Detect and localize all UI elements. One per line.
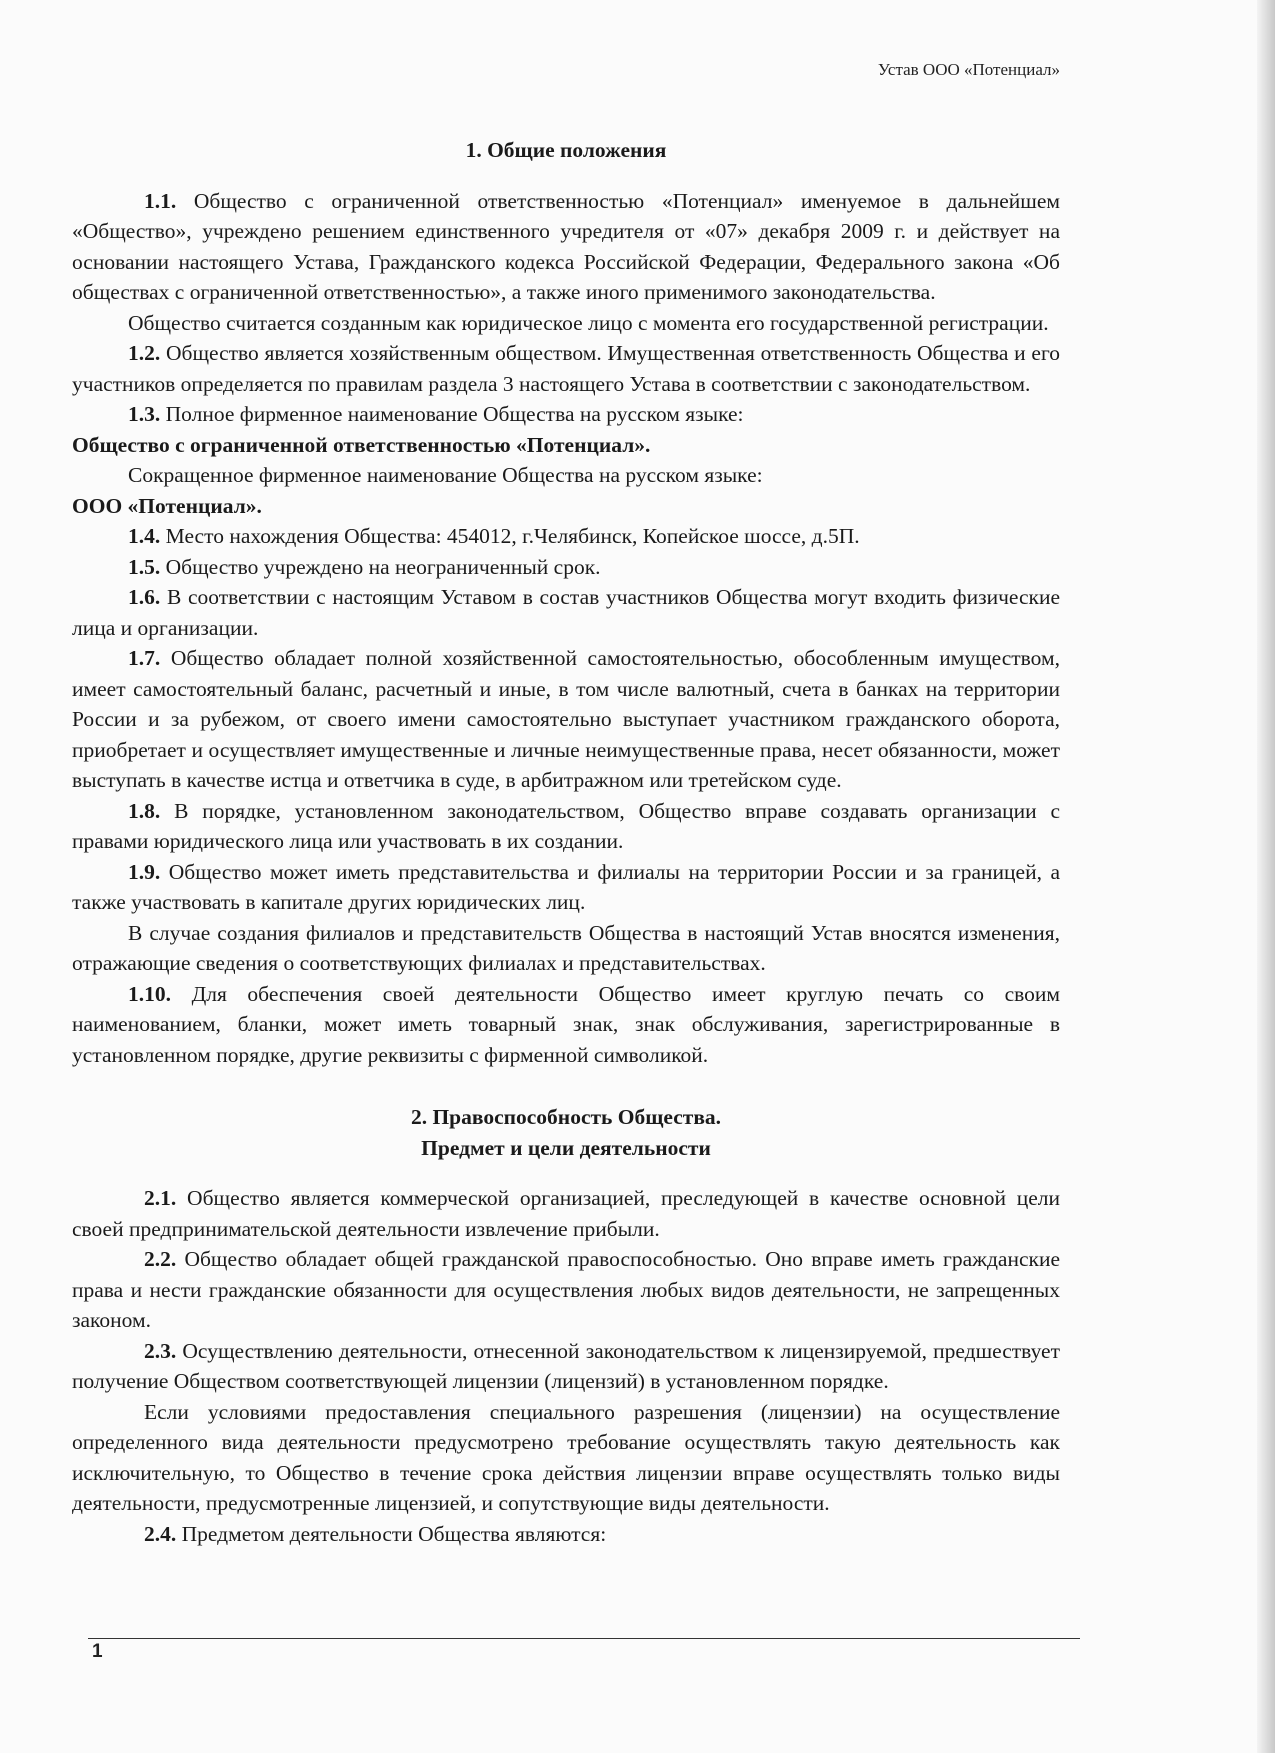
clause-number: 2.2.: [144, 1247, 177, 1271]
clause-number: 2.3.: [144, 1338, 177, 1363]
clause-text: Для обеспечения своей деятельности Общество имеет круглую печать со своим наименованием, бланки, может иметь товарный знак, знак обслуживания, зарегистрированные в установленном порядке, другие реквизиты с фирменной символикой.: [72, 981, 1061, 1067]
short-company-name: ООО «Потенциал».: [72, 493, 262, 518]
clause-1-2: [72, 338, 1060, 399]
clause-1-10: [72, 979, 1060, 1071]
clause-number: 1.10.: [128, 981, 171, 1006]
clause-number: 1.9.: [128, 859, 161, 884]
clause-text: Предметом деятельности Общества являются:: [181, 1521, 607, 1546]
clause-text: Осуществлению деятельности, отнесенной законодательством к лицензируемой, предшествует получение Обществом соответствующей лицензии (лицензий) в установленном порядке.: [72, 1338, 1060, 1393]
clause-text: Общество является коммерческой организацией, преследующей в качестве основной цели своей предпринимательской деятельности извлечение прибыли.: [72, 1186, 1061, 1241]
clause-number: 1.1.: [144, 188, 177, 213]
clause-number: 1.4.: [128, 524, 161, 548]
clause-text: Общество обладает общей гражданской правоспособностью. Оно вправе иметь гражданские права и нести гражданские обязанности для осуществления любых видов деятельности, не запрещенных законом.: [72, 1247, 1060, 1332]
clause-1-3: [72, 399, 1060, 430]
clause-1-1: [72, 186, 1060, 308]
clause-2-1: [72, 1183, 1060, 1244]
running-header: Устав ООО «Потенциал»: [877, 60, 1060, 79]
clause-1-6: [72, 582, 1060, 643]
section-1-title: 1. Общие положения: [465, 138, 667, 162]
clause-1-8: [72, 796, 1060, 857]
clause-number: 1.2.: [128, 341, 161, 365]
clause-1-9-continued: В случае создания филиалов и представительств Общества в настоящий Устав вносятся изменения, отражающие сведения о соответствующих филиалах и представительствах.: [72, 920, 1060, 975]
clause-text: Общество обладает полной хозяйственной самостоятельностью, обособленным имуществом, имеет самостоятельный баланс, расчетный и иные, в том числе валютный, счета в банках на территории России и за рубежом, от своего имени самостоятельно выступает участником гражданского оборота, приобретает и осуществляет имущественные и личные неимущественные права, несет обязанности, может выступать в качестве истца и ответчика в суде, в арбитражном или третейском суде.: [72, 646, 1061, 792]
clause-2-4: [72, 1519, 1060, 1550]
clause-text: В соответствии с настоящим Уставом в состав участников Общества могут входить физические лица и организации.: [72, 585, 1061, 640]
clause-2-2: [72, 1244, 1060, 1336]
clause-1-1-continued: Общество считается созданным как юридическое лицо с момента его государственной регистрации.: [128, 310, 1049, 335]
document-body: [72, 135, 1060, 1549]
full-company-name: Общество с ограниченной ответственностью «Потенциал».: [72, 432, 651, 457]
clause-1-5: [72, 552, 1060, 583]
clause-text: В порядке, установленном законодательством, Общество вправе создавать организации с правами юридического лица или участвовать в их создании.: [72, 798, 1060, 853]
clause-text: Общество с ограниченной ответственностью «Потенциал» именуемое в дальнейшем «Общество», учреждено решением единственного учредителя от «07» декабря 2009 г. и действует на основании настоящего Устава, Гражданского кодекса Российской Федерации, Федерального закона «Об обществах с ограниченной ответственностью», а также иного применимого законодательства.: [72, 188, 1060, 304]
clause-2-3-continued: Если условиями предоставления специального разрешения (лицензии) на осуществление определенного вида деятельности предусмотрено требование осуществлять такую деятельность как исключительную, то Общество в течение срока действия лицензии вправе осуществлять только виды деятельности, предусмотренные лицензией, и сопутствующие виды деятельности.: [72, 1399, 1060, 1515]
page-number: 1: [92, 1641, 103, 1662]
clause-text: Общество является хозяйственным обществом. Имущественная ответственность Общества и его участников определяется по правилам раздела 3 настоящего Устава в соответствии с законодательством.: [72, 341, 1060, 396]
clause-1-9: [72, 857, 1060, 918]
clause-text: Место нахождения Общества: 454012, г.Челябинск, Копейское шоссе, д.5П.: [165, 524, 860, 548]
section-2-title-line-2: Предмет и цели деятельности: [421, 1135, 711, 1160]
clause-1-7: [72, 643, 1060, 796]
clause-number: 1.5.: [128, 554, 161, 579]
clause-text: Полное фирменное наименование Общества на русском языке:: [165, 402, 744, 426]
clause-2-3: [72, 1336, 1060, 1397]
clause-number: 2.4.: [144, 1521, 177, 1546]
clause-number: 1.3.: [128, 402, 161, 426]
clause-number: 2.1.: [144, 1186, 177, 1210]
scan-edge-shadow: [1257, 0, 1275, 1753]
clause-text: Общество учреждено на неограниченный срок.: [165, 554, 601, 579]
clause-number: 1.7.: [128, 646, 161, 670]
clause-text: Общество может иметь представительства и филиалы на территории России и за границей, а также участвовать в капитале других юридических лиц.: [72, 859, 1061, 914]
footer-divider: [88, 1638, 1080, 1639]
clause-1-4: [72, 521, 1060, 552]
clause-number: 1.8.: [128, 798, 161, 823]
section-2-title-line-1: 2. Правоспособность Общества.: [410, 1105, 722, 1129]
clause-number: 1.6.: [128, 585, 161, 609]
clause-1-3-short-name-intro: Сокращенное фирменное наименование Общества на русском языке:: [128, 463, 763, 487]
